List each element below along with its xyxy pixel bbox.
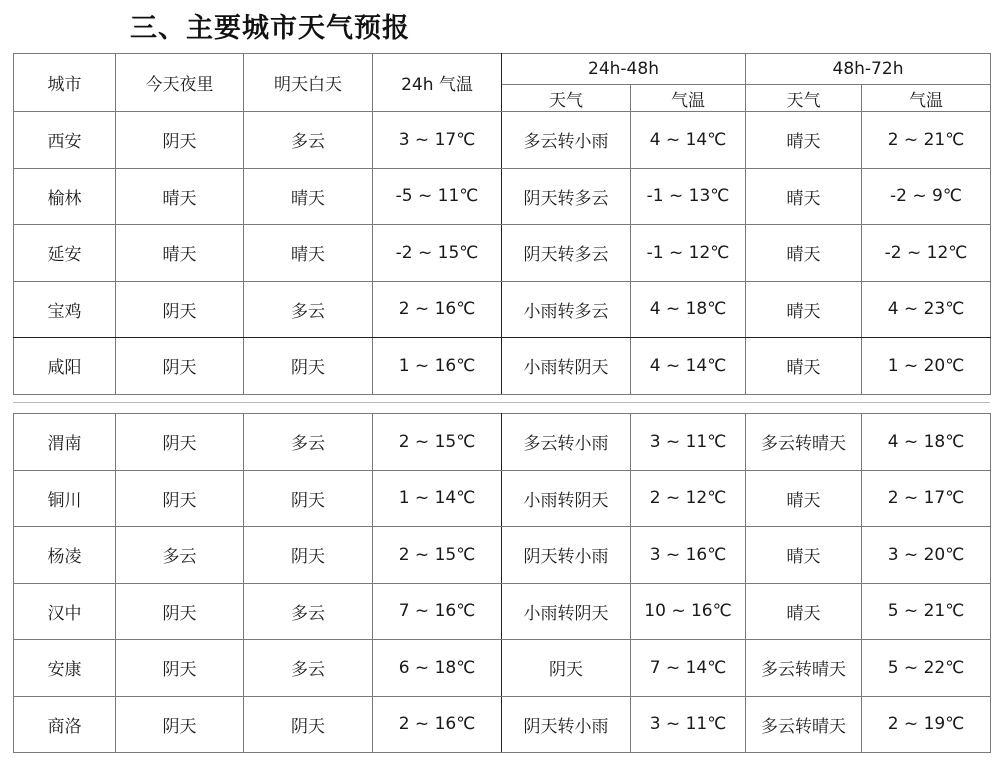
temp-24-48-cell: 4 ~ 18℃ xyxy=(631,281,746,338)
table-row xyxy=(14,168,991,225)
city-cell: 安康 xyxy=(14,640,116,697)
city-cell: 商洛 xyxy=(14,696,116,753)
section-divider xyxy=(13,402,990,403)
tonight-weather-cell: 阴天 xyxy=(116,281,244,338)
table-row xyxy=(14,696,991,753)
weather-24-48-cell: 阴天转小雨 xyxy=(502,696,631,753)
header-tomorrow-day: 明天白天 xyxy=(244,54,373,112)
tonight-weather-cell: 阴天 xyxy=(116,338,244,395)
weather-48-72-cell: 晴天 xyxy=(746,583,862,640)
table-row xyxy=(14,470,991,527)
header-city: 城市 xyxy=(14,54,116,112)
temp-48-72-cell: -2 ~ 9℃ xyxy=(862,168,991,225)
temp-24-48-cell: 4 ~ 14℃ xyxy=(631,112,746,169)
tonight-weather-cell: 阴天 xyxy=(116,112,244,169)
table-row xyxy=(14,527,991,584)
weather-24-48-cell: 多云转小雨 xyxy=(502,414,631,471)
tonight-weather-cell: 阴天 xyxy=(116,470,244,527)
header-group-24-48: 24h-48h xyxy=(502,54,746,85)
tomorrow-weather-cell: 阴天 xyxy=(244,527,373,584)
city-cell: 咸阳 xyxy=(14,338,116,395)
tonight-weather-cell: 阴天 xyxy=(116,583,244,640)
header-temp-72: 气温 xyxy=(862,85,991,112)
temp-24-48-cell: 2 ~ 12℃ xyxy=(631,470,746,527)
header-weather-48: 天气 xyxy=(502,85,631,112)
weather-24-48-cell: 阴天转多云 xyxy=(502,225,631,282)
temp-24h-cell: 7 ~ 16℃ xyxy=(373,583,502,640)
weather-24-48-cell: 阴天转小雨 xyxy=(502,527,631,584)
weather-48-72-cell: 多云转晴天 xyxy=(746,696,862,753)
weather-48-72-cell: 多云转晴天 xyxy=(746,414,862,471)
tonight-weather-cell: 晴天 xyxy=(116,225,244,282)
temp-24-48-cell: 3 ~ 11℃ xyxy=(631,696,746,753)
temp-48-72-cell: 4 ~ 18℃ xyxy=(862,414,991,471)
tomorrow-weather-cell: 多云 xyxy=(244,414,373,471)
tomorrow-weather-cell: 多云 xyxy=(244,112,373,169)
tomorrow-weather-cell: 阴天 xyxy=(244,470,373,527)
weather-24-48-cell: 多云转小雨 xyxy=(502,112,631,169)
temp-24-48-cell: 3 ~ 11℃ xyxy=(631,414,746,471)
header-group-48-72: 48h-72h xyxy=(746,54,991,85)
city-cell: 榆林 xyxy=(14,168,116,225)
temp-48-72-cell: 1 ~ 20℃ xyxy=(862,338,991,395)
header-temp-48: 气温 xyxy=(631,85,746,112)
temp-48-72-cell: 2 ~ 21℃ xyxy=(862,112,991,169)
table-row xyxy=(14,112,991,169)
header-temp-24h: 24h 气温 xyxy=(373,54,502,112)
temp-24h-cell: -5 ~ 11℃ xyxy=(373,168,502,225)
city-cell: 渭南 xyxy=(14,414,116,471)
forecast-table-bottom xyxy=(13,413,991,753)
temp-48-72-cell: 2 ~ 17℃ xyxy=(862,470,991,527)
table-row xyxy=(14,281,991,338)
forecast-table-top xyxy=(13,53,991,395)
header-weather-72: 天气 xyxy=(746,85,862,112)
temp-24-48-cell: 10 ~ 16℃ xyxy=(631,583,746,640)
weather-24-48-cell: 小雨转多云 xyxy=(502,281,631,338)
temp-48-72-cell: -2 ~ 12℃ xyxy=(862,225,991,282)
temp-24h-cell: 2 ~ 16℃ xyxy=(373,281,502,338)
city-cell: 宝鸡 xyxy=(14,281,116,338)
temp-48-72-cell: 5 ~ 22℃ xyxy=(862,640,991,697)
header-tonight: 今天夜里 xyxy=(116,54,244,112)
tonight-weather-cell: 多云 xyxy=(116,527,244,584)
page-title: 三、主要城市天气预报 xyxy=(130,13,410,44)
tonight-weather-cell: 阴天 xyxy=(116,696,244,753)
table-row xyxy=(14,338,991,395)
table-row xyxy=(14,414,991,471)
temp-24h-cell: 2 ~ 16℃ xyxy=(373,696,502,753)
temp-24h-cell: 1 ~ 16℃ xyxy=(373,338,502,395)
temp-24h-cell: 3 ~ 17℃ xyxy=(373,112,502,169)
weather-24-48-cell: 阴天转多云 xyxy=(502,168,631,225)
city-cell: 杨凌 xyxy=(14,527,116,584)
tomorrow-weather-cell: 多云 xyxy=(244,640,373,697)
temp-24-48-cell: -1 ~ 12℃ xyxy=(631,225,746,282)
city-cell: 汉中 xyxy=(14,583,116,640)
city-cell: 延安 xyxy=(14,225,116,282)
temp-24h-cell: 6 ~ 18℃ xyxy=(373,640,502,697)
tonight-weather-cell: 晴天 xyxy=(116,168,244,225)
temp-24-48-cell: -1 ~ 13℃ xyxy=(631,168,746,225)
weather-48-72-cell: 晴天 xyxy=(746,225,862,282)
weather-48-72-cell: 晴天 xyxy=(746,112,862,169)
weather-24-48-cell: 小雨转阴天 xyxy=(502,583,631,640)
weather-24-48-cell: 小雨转阴天 xyxy=(502,470,631,527)
temp-24h-cell: -2 ~ 15℃ xyxy=(373,225,502,282)
weather-48-72-cell: 晴天 xyxy=(746,168,862,225)
temp-48-72-cell: 2 ~ 19℃ xyxy=(862,696,991,753)
weather-24-48-cell: 阴天 xyxy=(502,640,631,697)
temp-24h-cell: 2 ~ 15℃ xyxy=(373,414,502,471)
tonight-weather-cell: 阴天 xyxy=(116,414,244,471)
city-cell: 西安 xyxy=(14,112,116,169)
temp-24-48-cell: 3 ~ 16℃ xyxy=(631,527,746,584)
temp-24h-cell: 2 ~ 15℃ xyxy=(373,527,502,584)
tomorrow-weather-cell: 多云 xyxy=(244,583,373,640)
tomorrow-weather-cell: 晴天 xyxy=(244,168,373,225)
tonight-weather-cell: 阴天 xyxy=(116,640,244,697)
temp-48-72-cell: 3 ~ 20℃ xyxy=(862,527,991,584)
temp-24h-cell: 1 ~ 14℃ xyxy=(373,470,502,527)
table-row xyxy=(14,225,991,282)
table-row xyxy=(14,640,991,697)
tomorrow-weather-cell: 多云 xyxy=(244,281,373,338)
tomorrow-weather-cell: 晴天 xyxy=(244,225,373,282)
table-row xyxy=(14,583,991,640)
temp-48-72-cell: 4 ~ 23℃ xyxy=(862,281,991,338)
weather-48-72-cell: 晴天 xyxy=(746,281,862,338)
tomorrow-weather-cell: 阴天 xyxy=(244,696,373,753)
weather-48-72-cell: 多云转晴天 xyxy=(746,640,862,697)
weather-24-48-cell: 小雨转阴天 xyxy=(502,338,631,395)
temp-48-72-cell: 5 ~ 21℃ xyxy=(862,583,991,640)
weather-48-72-cell: 晴天 xyxy=(746,338,862,395)
city-cell: 铜川 xyxy=(14,470,116,527)
weather-48-72-cell: 晴天 xyxy=(746,527,862,584)
temp-24-48-cell: 7 ~ 14℃ xyxy=(631,640,746,697)
temp-24-48-cell: 4 ~ 14℃ xyxy=(631,338,746,395)
tomorrow-weather-cell: 阴天 xyxy=(244,338,373,395)
weather-48-72-cell: 晴天 xyxy=(746,470,862,527)
